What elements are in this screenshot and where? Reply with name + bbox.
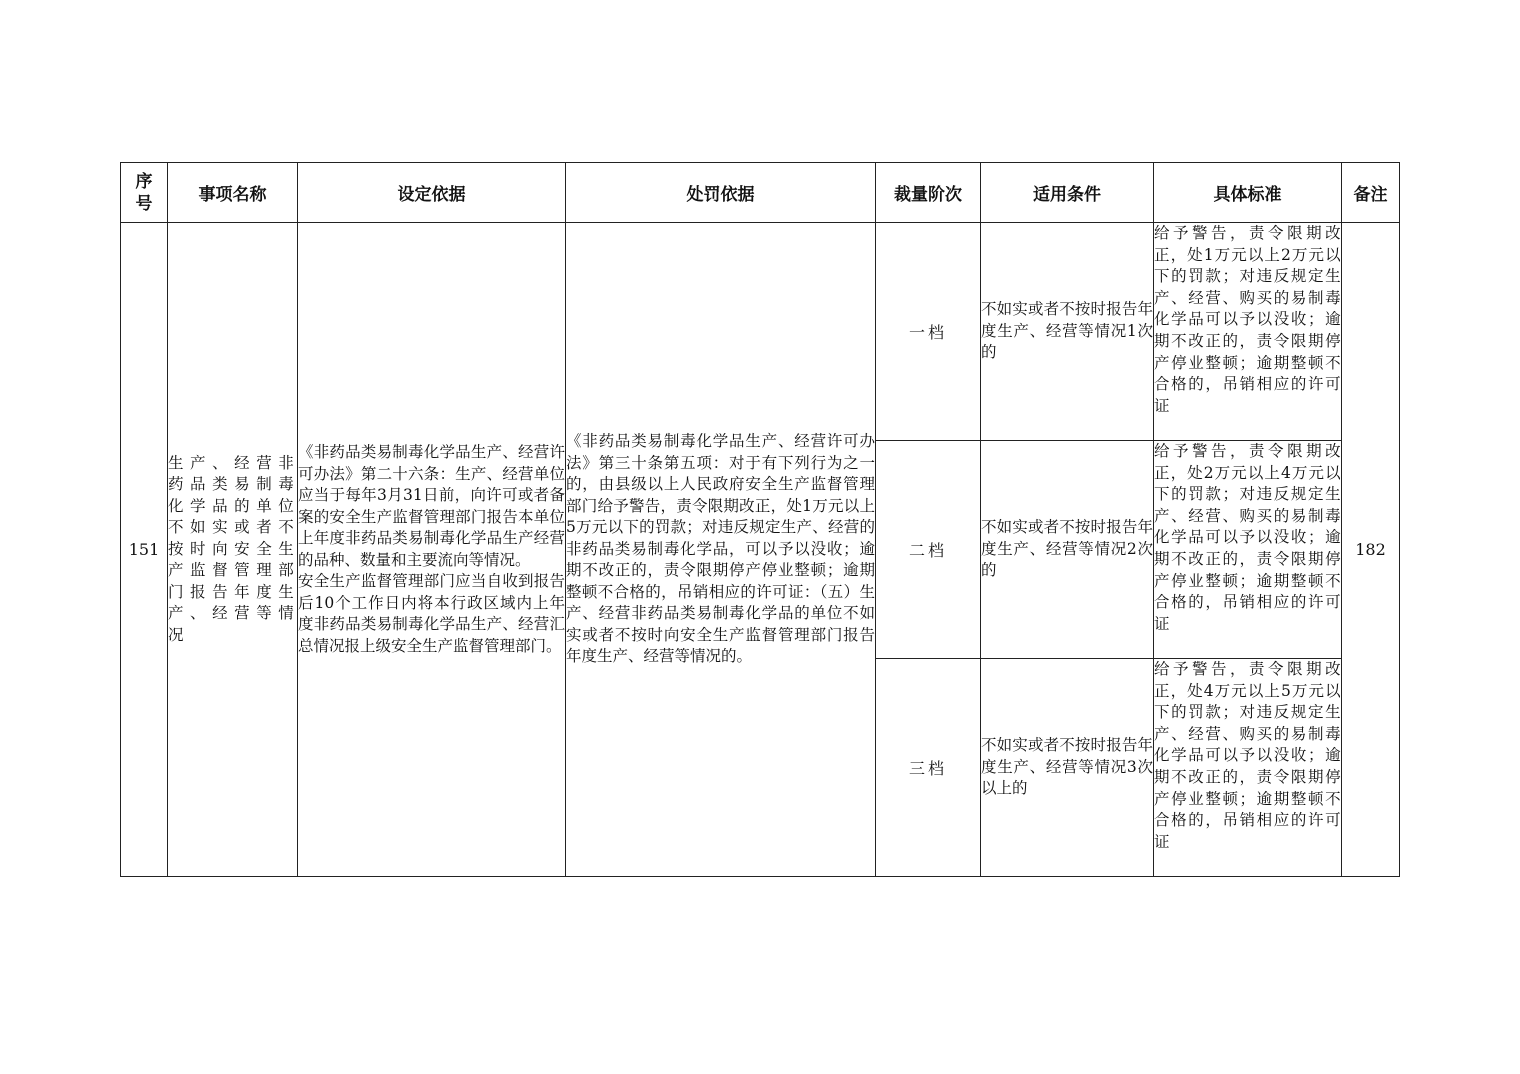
- row-item-name: 生产、经营非药品类易制毒化学品的单位不如实或者不按时向安全生产监督管理部门报告年度生产、经营等情况: [168, 223, 298, 877]
- setting-basis-paragraph: 安全生产监督管理部门应当自收到报告后10个工作日内将本行政区域内上年度非药品类易制毒化学品生产、经营汇总情况报上级安全生产监督管理部门。: [298, 572, 565, 655]
- tier-3-condition: 不如实或者不按时报告年度生产、经营等情况3次以上的: [981, 659, 1154, 877]
- tier-3-level: 三档: [876, 659, 981, 877]
- header-seq: [121, 163, 168, 223]
- row-penalty-basis: 《非药品类易制毒化学品生产、经营许可办法》第三十条第五项：对于有下列行为之一的，由县级以上人民政府安全生产监督管理部门给予警告，责令限期改正，处1万元以上5万元以下的罚款；对违反规定生产、经营的非药品类易制毒化学品，可以予以没收；逾期不改正的，责令限期停产停业整顿；逾期整顿不合格的，吊销相应的许可证：（五）生产、经营非药品类易制毒化学品的单位不如实或者不按时向安全生产监督管理部门报告年度生产、经营等情况的。: [566, 223, 876, 877]
- tier-2-standard: 给予警告，责令限期改正，处2万元以上4万元以下的罚款；对违反规定生产、经营、购买的易制毒化学品可以予以没收；逾期不改正的，责令限期停产停业整顿；逾期整顿不合格的，吊销相应的许可证: [1154, 441, 1342, 659]
- penalty-discretion-table: [120, 162, 1400, 877]
- tier-1-standard: 给予警告，责令限期改正，处1万元以上2万元以下的罚款；对违反规定生产、经营、购买的易制毒化学品可以予以没收；逾期不改正的，责令限期停产停业整顿；逾期整顿不合格的，吊销相应的许可证: [1154, 223, 1342, 441]
- header-level: 裁量阶次: [876, 163, 981, 223]
- header-row: [121, 163, 1400, 223]
- header-seq-label: 序 号: [135, 171, 153, 214]
- row-setting-basis: [298, 223, 566, 877]
- header-standard: 具体标准: [1154, 163, 1342, 223]
- tier-3-standard: 给予警告，责令限期改正，处4万元以上5万元以下的罚款；对违反规定生产、经营、购买的易制毒化学品可以予以没收；逾期不改正的，责令限期停产停业整顿；逾期整顿不合格的，吊销相应的许可证: [1154, 659, 1342, 877]
- header-name: 事项名称: [168, 163, 298, 223]
- tier-1-level: 一档: [876, 223, 981, 441]
- setting-basis-text: [298, 442, 565, 657]
- table-row: [121, 223, 1400, 441]
- tier-1-condition: 不如实或者不按时报告年度生产、经营等情况1次的: [981, 223, 1154, 441]
- tier-2-level: 二档: [876, 441, 981, 659]
- row-remark: 182: [1342, 223, 1400, 877]
- setting-basis-paragraph: 《非药品类易制毒化学品生产、经营许可办法》第二十六条：生产、经营单位应当于每年3月31日前，向许可或者备案的安全生产监督管理部门报告本单位上年度非药品类易制毒化学品生产经营的品种、数量和主要流向等情况。: [298, 443, 565, 569]
- header-condition: 适用条件: [981, 163, 1154, 223]
- row-seq: 151: [121, 223, 168, 877]
- header-penalty-basis: 处罚依据: [566, 163, 876, 223]
- tier-2-condition: 不如实或者不按时报告年度生产、经营等情况2次的: [981, 441, 1154, 659]
- header-remark: 备注: [1342, 163, 1400, 223]
- header-basis: 设定依据: [298, 163, 566, 223]
